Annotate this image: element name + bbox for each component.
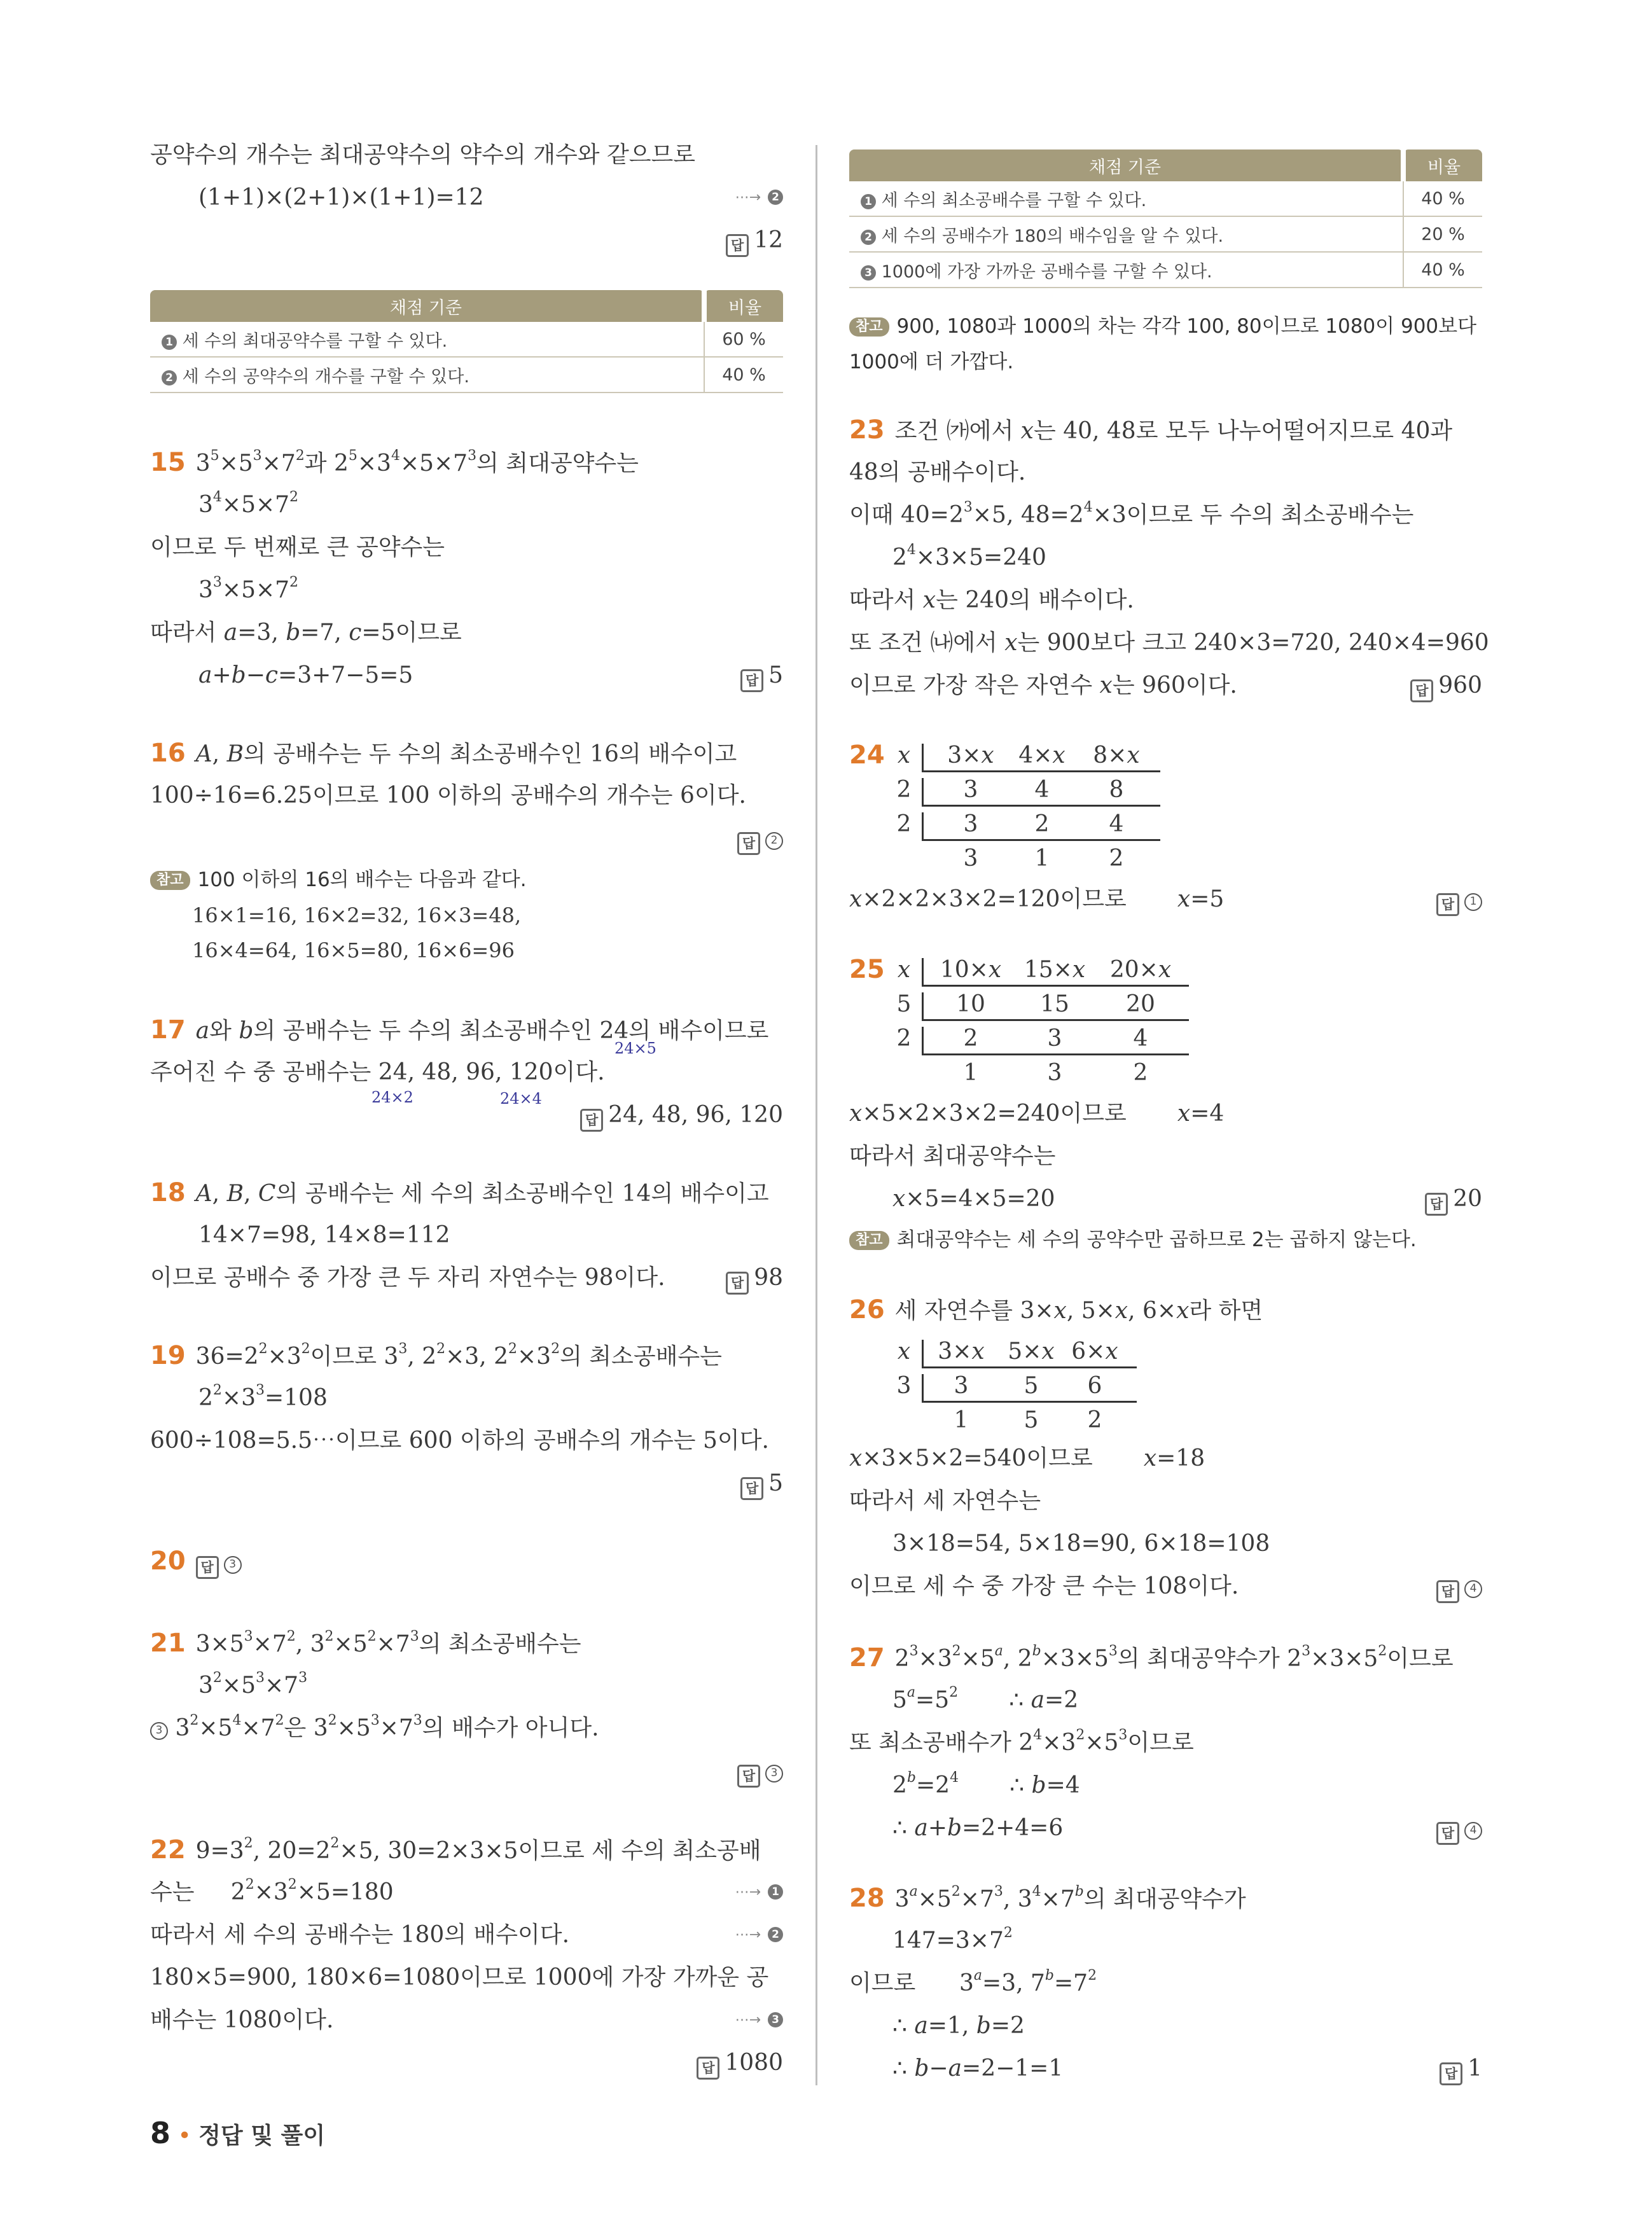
p15-line2: $3^4\times 5\times 7^2$: [198, 489, 299, 518]
p16-line2: 100÷16=6.25이므로 100 이하의 공배수의 개수는 6이다.: [150, 782, 746, 809]
p24-num: 24: [849, 740, 885, 770]
p27-line5: ∴ a+b=2+4=6: [892, 1815, 1064, 1841]
p16-note-line1: 16×1=16, 16×2=32, 16×3=48,: [192, 903, 522, 928]
p19-line1: 19 $36=2^2\times 3^2$이므로 $3^3$, $2^2\times 3$, $2^2\times 3^2$의 최소공배수는: [150, 1341, 722, 1370]
p27-answer: 답 4: [1436, 1813, 1482, 1844]
page-footer: [150, 2116, 325, 2150]
p14-step-marker: ⋯→ 2: [735, 183, 783, 213]
rubric-table-22: [849, 149, 1482, 288]
p22-note: 참고 900, 1080과 1000의 차는 각각 100, 80이므로 1080이 900보다: [849, 312, 1476, 341]
p20-line: 20 답 3: [150, 1546, 242, 1576]
p15-line4: $3^3\times 5\times 7^2$: [198, 574, 299, 603]
p17-annotation-96: 24×4: [500, 1090, 542, 1108]
p16-answer: 답 2: [737, 823, 783, 854]
p23-line6: 또 조건 ㈏에서 x는 900보다 크고 240×3=720, 240×4=960: [849, 630, 1489, 656]
p24-line: x×2×2×3×2=120이므로 x=5: [849, 886, 1225, 912]
p23-line5: 따라서 x는 240의 배수이다.: [849, 587, 1134, 613]
p22-line4: 180×5=900, 180×6=1080이므로 1000에 가장 가까운 공: [150, 1964, 769, 1991]
p14-line2: (1+1)×(2+1)×(1+1)=12: [198, 184, 484, 211]
p17-answer: 답 24, 48, 96, 120: [580, 1100, 783, 1130]
p27-line3: 또 최소공배수가 $2^4\times 3^2\times 5^3$이므로: [849, 1727, 1194, 1756]
p14-line1: 공약수의 개수는 최대공약수의 약수의 개수와 같으므로: [150, 142, 696, 168]
p26-line3: 따라서 세 자연수는: [849, 1488, 1041, 1514]
p25-line1: x×5×2×3×2=240이므로 x=4: [849, 1101, 1225, 1127]
p22-line5: 배수는 1080이다.: [150, 2007, 334, 2033]
p22-line1: 22 $9=3^2$, $20=2^2\times 5$, 30=2×3×5이므로 세 수의 최소공배: [150, 1835, 761, 1865]
p21-line1: 21 $3\times 5^3\times 7^2$, $3^2\times 5^2\times 7^3$의 최소공배수는: [150, 1629, 581, 1658]
p18-line3: 이므로 공배수 중 가장 큰 두 자리 자연수는 98이다.: [150, 1265, 665, 1291]
answer-icon: 답: [726, 234, 749, 257]
p19-answer: 답 5: [740, 1468, 783, 1499]
p19-line2: $2^2\times 3^3=108$: [198, 1382, 328, 1411]
rubric-row: 2 세 수의 공배수가 180의 배수임을 알 수 있다. 20 %: [849, 216, 1482, 252]
p16-note: 참고 100 이하의 16의 배수는 다음과 같다.: [150, 865, 527, 894]
p28-answer: 답 1: [1440, 2054, 1482, 2084]
p22-step-1: ⋯→ 1: [735, 1877, 783, 1908]
p18-answer: 답 98: [726, 1263, 783, 1293]
p27-line2: $5^a=5^2$ ∴ a=2: [892, 1685, 1079, 1713]
p22-step-3: ⋯→ 3: [735, 2005, 783, 2036]
footer-label: 정답 및 풀이: [198, 2123, 326, 2149]
page-number: 8: [150, 2116, 171, 2150]
p22-line2: 수는 $2^2\times 3^2\times 5=180$: [150, 1877, 394, 1905]
rubric-row: 1 세 수의 최대공약수를 구할 수 있다. 60 %: [150, 322, 783, 357]
p22-step-2: ⋯→ 2: [735, 1920, 783, 1950]
p18-line1: 18 A, B, C의 공배수는 세 수의 최소공배수인 14의 배수이고: [150, 1178, 769, 1207]
p23-line7: 이므로 가장 작은 자연수 x는 960이다.: [849, 672, 1237, 698]
p21-line3: 3 $3^2\times 5^4\times 7^2$은 $3^2\times 5^3\times 7^3$의 배수가 아니다.: [150, 1713, 599, 1744]
p22-note-line2: 1000에 더 가깝다.: [849, 351, 1014, 373]
rubric-header-ratio: 비율: [704, 290, 783, 322]
rubric-row: 1 세 수의 최소공배수를 구할 수 있다. 40 %: [849, 181, 1482, 216]
p27-line4: $2^b=2^4$ ∴ b=4: [892, 1770, 1080, 1798]
p23-line1: 23 조건 ㈎에서 x는 40, 48로 모두 나누어떨어지므로 40과: [849, 415, 1453, 445]
rubric-header-criteria: 채점 기준: [849, 149, 1403, 181]
p17-line2: 주어진 수 중 공배수는 24, 48, 96, 120이다.: [150, 1059, 605, 1085]
p22-line3: 따라서 세 수의 공배수는 180의 배수이다.: [150, 1922, 570, 1948]
p23-line2: 48의 공배수이다.: [849, 459, 1026, 485]
p16-line1: 16 A, B의 공배수는 두 수의 최소공배수인 16의 배수이고: [150, 739, 737, 768]
p25-line3: x×5=4×5=20: [892, 1186, 1055, 1212]
p25-line2: 따라서 최대공약수는: [849, 1143, 1056, 1169]
p27-line1: 27 $2^3\times 3^2\times 5^a$, $2^b\times 3\times 5^3$의 최대공약수가 $2^3\times 3\times 5^2$이므로: [849, 1643, 1454, 1672]
rubric-header-ratio: 비율: [1403, 149, 1482, 181]
p26-line4: 3×18=54, 5×18=90, 6×18=108: [892, 1531, 1270, 1557]
p23-answer: 답 960: [1410, 671, 1482, 701]
p19-line3: 600÷108=5.5⋯이므로 600 이하의 공배수의 개수는 5이다.: [150, 1428, 769, 1454]
p18-line2: 14×7=98, 14×8=112: [198, 1222, 450, 1248]
p26-answer: 답 4: [1436, 1571, 1482, 1602]
p17-line1: 17 a와 b의 공배수는 두 수의 최소공배수인 24의 배수이므로: [150, 1015, 769, 1045]
p28-line1: 28 $3^a\times 5^2\times 7^3$, $3^4\times 7^b$의 최대공약수가: [849, 1884, 1246, 1913]
p25-note: 참고 최대공약수는 세 수의 공약수만 곱하므로 2는 곱하지 않는다.: [849, 1225, 1417, 1255]
p16-note-line2: 16×4=64, 16×5=80, 16×6=96: [192, 938, 515, 963]
p28-line5: ∴ b−a=2−1=1: [892, 2055, 1064, 2082]
p23-line3: 이때 $40=2^3\times 5$, $48=2^4\times 3$이므로 두 수의 최소공배수는: [849, 499, 1414, 528]
p15-line5: 따라서 a=3, b=7, c=5이므로: [150, 620, 462, 646]
footer-bullet: •: [177, 2123, 191, 2149]
p28-line4: ∴ a=1, b=2: [892, 2013, 1025, 2039]
rubric-row: 3 1000에 가장 가까운 공배수를 구할 수 있다. 40 %: [849, 252, 1482, 288]
p17-annotation-48: 24×2: [371, 1088, 413, 1106]
p21-line2: $3^2\times 5^3\times 7^3$: [198, 1670, 308, 1699]
rubric-table-14: [150, 290, 783, 393]
p15-answer: 답 5: [740, 660, 783, 691]
p24-answer: 답 1: [1436, 884, 1482, 915]
p15-line1: 15 $3^5\times 5^3\times 7^2$과 $2^5\times 3^4\times 5\times 7^3$의 최대공약수는: [150, 448, 639, 477]
p15-line3: 이므로 두 번째로 큰 공약수는: [150, 534, 445, 560]
p26-line2: x×3×5×2=540이므로 x=18: [849, 1445, 1205, 1471]
p21-answer: 답 3: [737, 1756, 783, 1786]
p17-annotation-120: 24×5: [614, 1039, 656, 1057]
column-divider: [816, 145, 817, 2085]
p26-line5: 이므로 세 수 중 가장 큰 수는 108이다.: [849, 1573, 1239, 1599]
p14-answer: 답 12: [726, 225, 783, 256]
rubric-header-criteria: 채점 기준: [150, 290, 704, 322]
p22-answer: 답 1080: [697, 2048, 783, 2078]
p25-num: 25: [849, 955, 885, 984]
p25-answer: 답 20: [1425, 1184, 1482, 1214]
p26-line1: 26 세 자연수를 3×x, 5×x, 6×x라 하면: [849, 1295, 1263, 1324]
p23-line4: $2^4\times 3\times 5=240$: [892, 542, 1046, 571]
p28-line2: $147=3\times 7^2$: [892, 1925, 1013, 1954]
p15-line6: a+b−c=3+7−5=5: [198, 662, 413, 688]
rubric-row: 2 세 수의 공약수의 개수를 구할 수 있다. 40 %: [150, 357, 783, 393]
p28-line3: 이므로 $3^a=3$, $7^b=7^2$: [849, 1968, 1097, 1996]
